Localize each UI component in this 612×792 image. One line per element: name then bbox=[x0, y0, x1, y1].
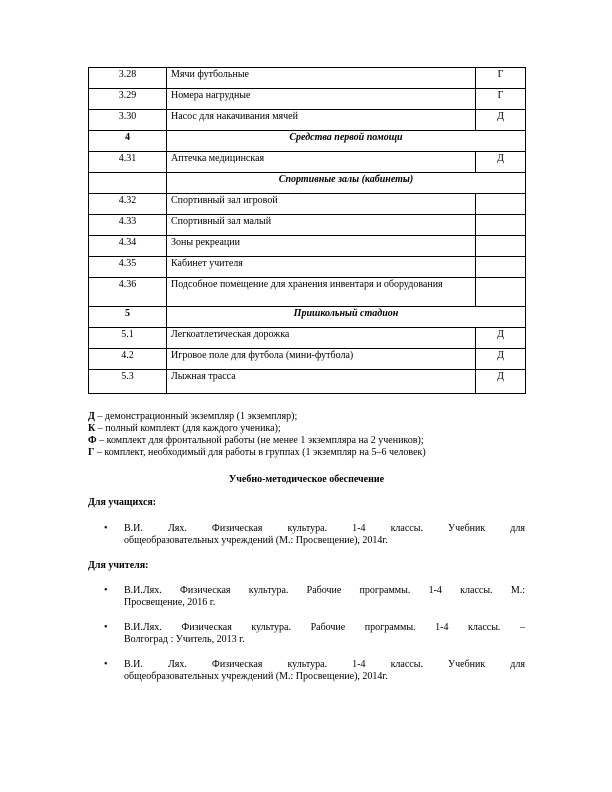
item-code-cell: Д bbox=[476, 349, 526, 370]
bullet-icon: • bbox=[104, 659, 108, 670]
item-name-cell: Легкоатлетическая дорожка bbox=[167, 328, 476, 349]
item-name-cell: Игровое поле для футбола (мини-футбола) bbox=[167, 349, 476, 370]
teachers-title: Для учителя: bbox=[88, 560, 149, 571]
table-row bbox=[89, 257, 526, 278]
item-code-cell bbox=[476, 236, 526, 257]
item-code-cell: Г bbox=[476, 89, 526, 110]
list-item bbox=[104, 585, 525, 609]
list-item-line: В.И.Лях. Физическая культура. Рабочие программы. 1-4 классы. М.: bbox=[124, 585, 525, 596]
legend-key: Г bbox=[88, 447, 95, 458]
item-number-cell: 5.3 bbox=[89, 370, 167, 394]
item-number-cell: 4.32 bbox=[89, 194, 167, 215]
section-title-cell: Средства первой помощи bbox=[167, 131, 526, 152]
item-number-cell: 5.1 bbox=[89, 328, 167, 349]
legend-key: К bbox=[88, 423, 96, 434]
item-number-cell: 4.34 bbox=[89, 236, 167, 257]
list-item-line: В.И.Лях. Физическая культура. Рабочие программы. 1-4 классы. – bbox=[124, 622, 525, 633]
item-name-cell: Спортивный зал малый bbox=[167, 215, 476, 236]
item-number-cell: 4.36 bbox=[89, 278, 167, 307]
item-number-cell: 4.35 bbox=[89, 257, 167, 278]
item-name-cell: Лыжная трасса bbox=[167, 370, 476, 394]
table-section-row bbox=[89, 173, 526, 194]
item-code-cell: Д bbox=[476, 370, 526, 394]
legend bbox=[88, 411, 528, 459]
item-code-cell: Д bbox=[476, 328, 526, 349]
table-row bbox=[89, 194, 526, 215]
item-name-cell: Зоны рекреации bbox=[167, 236, 476, 257]
list-item-line: В.И. Лях. Физическая культура. 1-4 классы. Учебник для bbox=[124, 523, 525, 534]
item-name-cell: Номера нагрудные bbox=[167, 89, 476, 110]
legend-line bbox=[88, 435, 528, 447]
table-row bbox=[89, 215, 526, 236]
legend-text: – полный комплект (для каждого ученика); bbox=[95, 423, 281, 434]
item-number-cell: 3.28 bbox=[89, 68, 167, 89]
bullet-icon: • bbox=[104, 523, 108, 534]
list-item-line: общеобразовательных учреждений (М.: Просвещение), 2014г. bbox=[124, 535, 388, 546]
item-number-cell: 4.31 bbox=[89, 152, 167, 173]
section-title-cell: Пришкольный стадион bbox=[167, 307, 526, 328]
table-row bbox=[89, 110, 526, 131]
table-section-row bbox=[89, 131, 526, 152]
table-row bbox=[89, 152, 526, 173]
section-title-cell: Спортивные залы (кабинеты) bbox=[167, 173, 526, 194]
table-row bbox=[89, 68, 526, 89]
legend-key: Ф bbox=[88, 435, 97, 446]
table-row bbox=[89, 278, 526, 307]
list-item-line: В.И. Лях. Физическая культура. 1-4 классы. Учебник для bbox=[124, 659, 525, 670]
students-title: Для учащихся: bbox=[88, 497, 157, 508]
table-row bbox=[89, 236, 526, 257]
bullet-icon: • bbox=[104, 622, 108, 633]
legend-line bbox=[88, 447, 528, 459]
table-row bbox=[89, 89, 526, 110]
item-name-cell: Аптечка медицинская bbox=[167, 152, 476, 173]
legend-line bbox=[88, 423, 528, 435]
item-code-cell: Д bbox=[476, 152, 526, 173]
list-item bbox=[104, 659, 525, 683]
item-number-cell: 3.29 bbox=[89, 89, 167, 110]
equipment-table-body bbox=[89, 68, 526, 394]
item-name-cell: Мячи футбольные bbox=[167, 68, 476, 89]
item-number-cell: 3.30 bbox=[89, 110, 167, 131]
section-heading: Учебно-методическое обеспечение bbox=[228, 474, 385, 485]
section-number-cell bbox=[89, 173, 167, 194]
table-row bbox=[89, 328, 526, 349]
legend-line bbox=[88, 411, 528, 423]
list-item-line: Волгоград : Учитель, 2013 г. bbox=[124, 634, 245, 645]
item-code-cell bbox=[476, 215, 526, 236]
item-name-cell: Кабинет учителя bbox=[167, 257, 476, 278]
item-number-cell: 4.2 bbox=[89, 349, 167, 370]
item-name-cell: Спортивный зал игровой bbox=[167, 194, 476, 215]
item-number-cell: 4.33 bbox=[89, 215, 167, 236]
item-name-cell: Насос для накачивания мячей bbox=[167, 110, 476, 131]
section-number-cell: 4 bbox=[89, 131, 167, 152]
bullet-icon: • bbox=[104, 585, 108, 596]
list-item-line: общеобразовательных учреждений (М.: Просвещение), 2014г. bbox=[124, 671, 388, 682]
equipment-table bbox=[88, 67, 526, 394]
section-number-cell: 5 bbox=[89, 307, 167, 328]
legend-text: – демонстрационный экземпляр (1 экземпляр); bbox=[94, 411, 298, 422]
table-row bbox=[89, 370, 526, 394]
item-code-cell bbox=[476, 278, 526, 307]
table-row bbox=[89, 349, 526, 370]
legend-text: – комплект для фронтальной работы (не менее 1 экземпляра на 2 учеников); bbox=[96, 435, 424, 446]
list-item bbox=[104, 523, 525, 547]
item-code-cell: Д bbox=[476, 110, 526, 131]
legend-text: – комплект, необходимый для работы в группах (1 экземпляр на 5–6 человек) bbox=[94, 447, 426, 458]
item-code-cell bbox=[476, 194, 526, 215]
item-code-cell bbox=[476, 257, 526, 278]
list-item-line: Просвещение, 2016 г. bbox=[124, 597, 216, 608]
list-item bbox=[104, 622, 525, 646]
item-name-cell: Подсобное помещение для хранения инвентаря и оборудования bbox=[167, 278, 476, 307]
table-section-row bbox=[89, 307, 526, 328]
legend-key: Д bbox=[88, 411, 95, 422]
item-code-cell: Г bbox=[476, 68, 526, 89]
